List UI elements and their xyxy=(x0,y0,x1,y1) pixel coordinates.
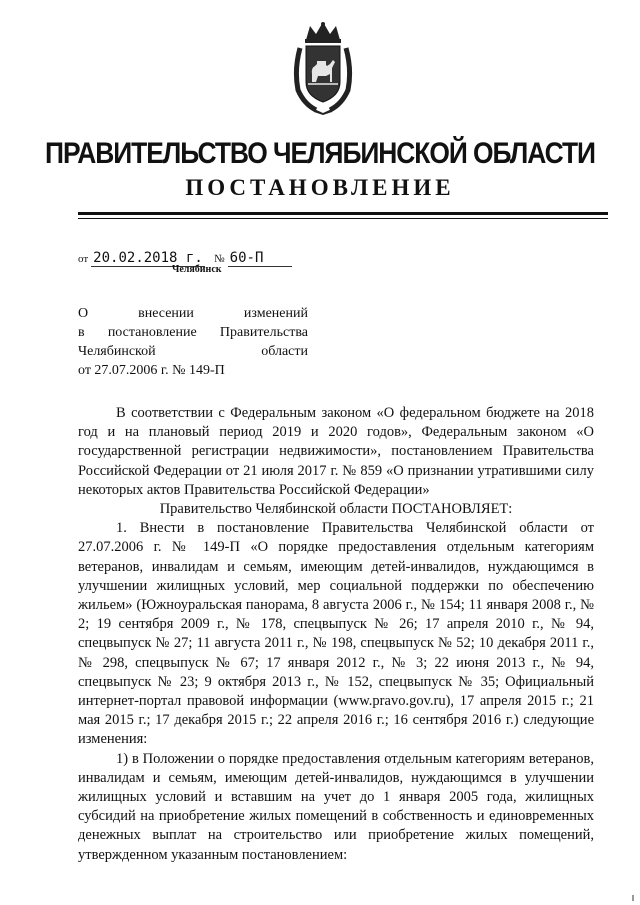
document-body xyxy=(78,404,594,865)
scan-edge-mark xyxy=(632,895,634,901)
document-number: 60-П xyxy=(228,250,292,267)
subclause-1-paragraph: 1) в Положении о порядке предоставления отдельным категориям ветеранов, инвалидам и семьям, имеющим детей-инвалидов, нуждающимся в улучшении жилищных условий и вставшим на учет до 1 января 2005 года, жилищных субсидий на приобретение жилых помещений в собственность и единовременных денежных выплат на строительство или приобретение жилых помещений, утвержденном указанным постановлением: xyxy=(78,750,594,863)
issuing-city: Челябинск xyxy=(172,264,222,275)
number-prefix: № xyxy=(214,253,225,265)
subject-line: в постановление Правительства xyxy=(78,325,308,340)
subject-line: О внесении изменений xyxy=(78,306,308,321)
coat-of-arms-emblem xyxy=(292,20,354,115)
document-subject xyxy=(78,304,308,380)
subject-line: Челябинской области xyxy=(78,344,308,359)
preamble-paragraph: В соответствии с Федеральным законом «О федеральном бюджете на 2018 год и на плановый период 2019 и 2020 годов», Федеральным законом «О государственной регистрации недвижимости», постановлением Правительства Российской Федерации от 21 июля 2017 г. № 859 «О признании утратившими силу некоторых актов Правительства Российской Федерации» xyxy=(78,405,594,498)
document-date: 20.02.2018 г. xyxy=(91,250,205,267)
header-divider-thick xyxy=(78,212,608,215)
government-title: ПРАВИТЕЛЬСТВО ЧЕЛЯБИНСКОЙ ОБЛАСТИ xyxy=(45,137,595,170)
header-divider-thin xyxy=(78,218,608,219)
date-prefix: от xyxy=(78,253,89,265)
resolution-paragraph: Правительство Челябинской области ПОСТАНОВЛЯЕТ: xyxy=(159,501,513,518)
subject-line: от 27.07.2006 г. № 149-П xyxy=(78,363,225,378)
document-type-heading: ПОСТАНОВЛЕНИЕ xyxy=(185,175,455,200)
clause-1-paragraph: 1. Внести в постановление Правительства Челябинской области от 27.07.2006 г. № 149-П «О порядке предоставления отдельным категориям ветеранов, инвалидам и семьям, имеющим детей-инвалидов, нуждающимся в улучшении жилищных условий, мер социальной поддержки по обеспечению жильем» (Южноуральская панорама, 8 августа 2006 г., № 154; 11 января 2008 г., № 2; 19 сентября 2009 г., № 178, спецвыпуск № 26; 17 апреля 2010 г., № 94, спецвыпуск № 27; 11 августа 2011 г., № 198, спецвыпуск № 52; 10 декабря 2011 г., № 298, спецвыпуск № 67; 17 января 2012 г., № 3; 22 июня 2013 г., № 94, спецвыпуск № 23; 9 октября 2013 г., № 152, спецвыпуск № 35; Официальный интернет-портал правовой информации (www.pravo.gov.ru), 17 апреля 2015 г.; 21 мая 2015 г.; 17 декабря 2015 г.; 22 апреля 2016 г.; 16 сентября 2016 г.) следующие изменения: xyxy=(78,520,594,748)
